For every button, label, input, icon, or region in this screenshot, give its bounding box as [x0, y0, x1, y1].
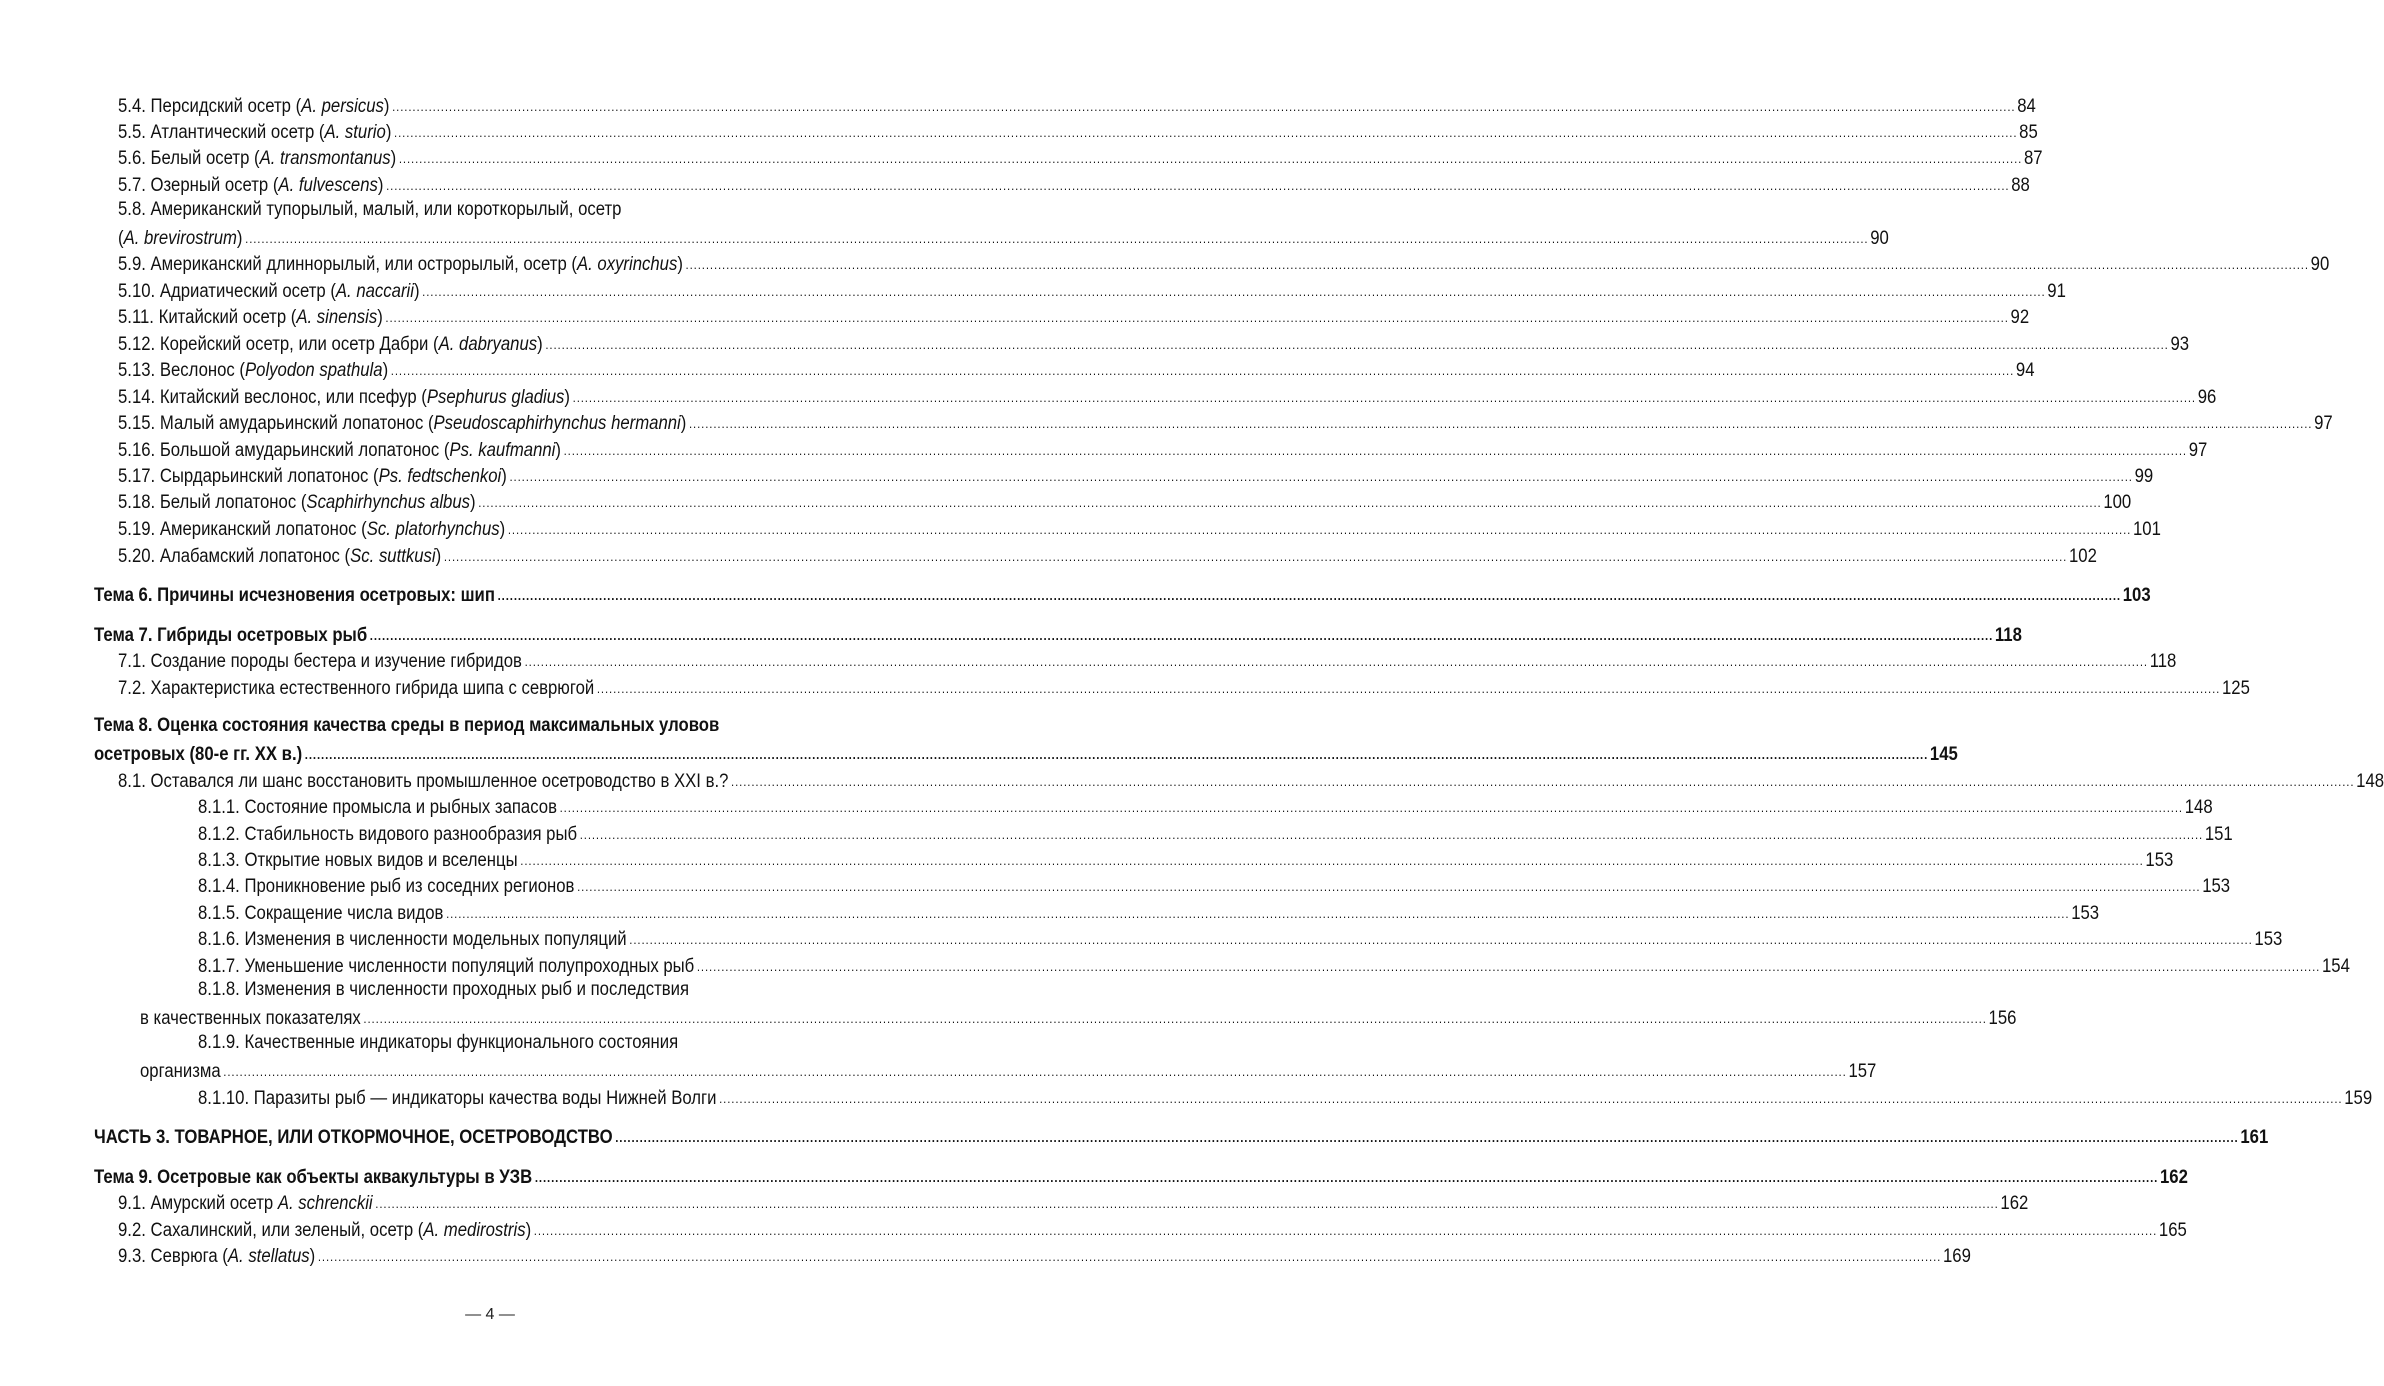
toc-entry-title: 5.10. Адриатический осетр (A. naccarii) — [118, 281, 420, 302]
leader-dots: ................................................................................................................................................................................................................................................................................................................................................................................................................ — [509, 469, 2133, 484]
toc-page-number: 88 — [2011, 175, 2030, 196]
toc-entry[interactable] — [118, 383, 2217, 410]
leader-dots: ................................................................................................................................................................................................................................................................................................................................................................................................................ — [223, 1064, 1847, 1079]
toc-entry-title: организма — [140, 1061, 221, 1082]
toc-entry-title: 5.12. Корейский осетр, или осетр Дабри (A. dabryanus) — [118, 334, 543, 355]
leader-dots: ................................................................................................................................................................................................................................................................................................................................................................................................................ — [520, 853, 2144, 868]
toc-page-number: 96 — [2197, 387, 2217, 408]
toc-page-number: 153 — [2202, 876, 2231, 897]
toc-entry[interactable] — [118, 647, 2177, 674]
leader-dots: ................................................................................................................................................................................................................................................................................................................................................................................................................ — [572, 390, 2196, 405]
leader-dots: ................................................................................................................................................................................................................................................................................................................................................................................................................ — [719, 1091, 2343, 1106]
toc-page-number: 157 — [1848, 1061, 1877, 1082]
toc-entry-title: в качественных показателях — [140, 1008, 361, 1029]
toc-heading[interactable] — [94, 1163, 2188, 1190]
leader-dots: ................................................................................................................................................................................................................................................................................................................................................................................................................ — [688, 416, 2313, 431]
toc-page-number: 118 — [2149, 651, 2177, 672]
toc-entry-title: 8.1.4. Проникновение рыб из соседних регионов — [198, 876, 575, 897]
toc-entry[interactable] — [198, 925, 2283, 952]
toc-entry[interactable] — [118, 356, 2035, 383]
leader-dots: ................................................................................................................................................................................................................................................................................................................................................................................................................ — [731, 774, 2355, 789]
toc-entry[interactable] — [118, 436, 2208, 463]
toc-page-number: 92 — [2010, 307, 2030, 328]
toc-page-number: 159 — [2344, 1088, 2373, 1109]
toc-entry-title: 8.1. Оставался ли шанс восстановить промышленное осетроводство в XXI в.? — [118, 771, 729, 792]
toc-page-number: 97 — [2314, 413, 2333, 434]
toc-entry[interactable] — [118, 303, 2030, 330]
toc-entry[interactable] — [118, 277, 2066, 304]
toc-entry-title: 5.20. Алабамский лопатонос (Sc. suttkusi) — [118, 546, 442, 567]
toc-page-number: 84 — [2017, 96, 2036, 117]
toc-heading[interactable] — [94, 581, 2151, 608]
leader-dots: ................................................................................................................................................................................................................................................................................................................................................................................................................ — [596, 681, 2221, 696]
leader-dots: ................................................................................................................................................................................................................................................................................................................................................................................................................ — [398, 151, 2023, 166]
toc-page-number: 165 — [2158, 1220, 2187, 1241]
species-name: A. fulvescens — [278, 175, 378, 196]
leader-dots: ................................................................................................................................................................................................................................................................................................................................................................................................................ — [446, 906, 2070, 921]
toc-page-number: 162 — [2159, 1167, 2188, 1188]
toc-entry[interactable] — [118, 674, 2250, 701]
toc-entry-title: 7.2. Характеристика естественного гибрида шипа с севрюгой — [118, 678, 595, 699]
toc-entry[interactable] — [140, 1057, 1877, 1084]
toc-page-number: 101 — [2132, 519, 2161, 540]
toc-page-number: 162 — [2000, 1193, 2029, 1214]
toc-entry-title: 8.1.10. Паразиты рыб — индикаторы качества воды Нижней Волги — [198, 1088, 717, 1109]
toc-entry[interactable] — [198, 820, 2233, 847]
leader-dots: ................................................................................................................................................................................................................................................................................................................................................................................................................ — [369, 628, 1994, 643]
toc-page-number: 103 — [2122, 585, 2151, 606]
species-name: Sc. platorhynchus — [366, 519, 500, 540]
species-name: A. medirostris — [423, 1220, 526, 1241]
toc-page-number: 148 — [2356, 771, 2384, 792]
leader-dots: ................................................................................................................................................................................................................................................................................................................................................................................................................ — [422, 284, 2046, 299]
toc-page-number: 85 — [2019, 122, 2038, 143]
toc-entry-title: 8.1.2. Стабильность видового разнообразия рыб — [198, 824, 578, 845]
toc-page-number: 102 — [2068, 546, 2097, 567]
toc-entry-title: осетровых (80-е гг. XX в.) — [94, 744, 303, 765]
leader-dots: ................................................................................................................................................................................................................................................................................................................................................................................................................ — [629, 932, 2253, 947]
species-name: Ps. kaufmanni — [449, 440, 556, 461]
toc-page-number: 156 — [1988, 1008, 2017, 1029]
toc-entry[interactable] — [198, 952, 2350, 979]
toc-heading[interactable] — [94, 621, 2022, 648]
toc-entry[interactable] — [198, 899, 2100, 926]
leader-dots: ................................................................................................................................................................................................................................................................................................................................................................................................................ — [497, 588, 2121, 603]
toc-entry-first-line: 8.1.8. Изменения в численности проходных рыб и последствия — [198, 979, 690, 1000]
toc-entry[interactable] — [118, 1189, 2029, 1216]
toc-page-number: 153 — [2071, 903, 2100, 924]
species-name: A. sinensis — [296, 307, 378, 328]
toc-entry-title: 8.1.7. Уменьшение численности популяций полупроходных рыб — [198, 956, 695, 977]
toc-entry-first-line: 5.8. Американский тупорылый, малый, или короткорылый, осетр — [118, 199, 622, 220]
toc-entry-title: Тема 7. Гибриды осетровых рыб — [94, 625, 368, 646]
toc-entry-title: 8.1.5. Сокращение числа видов — [198, 903, 444, 924]
species-name: Sc. suttkusi — [350, 546, 436, 567]
toc-entry[interactable] — [198, 872, 2231, 899]
toc-page-number: 90 — [1870, 228, 1889, 249]
toc-entry-title: 9.2. Сахалинский, или зеленый, осетр (A. medirostris) — [118, 1220, 532, 1241]
toc-entry-title: 8.1.1. Состояние промысла и рыбных запасов — [198, 797, 557, 818]
leader-dots: ................................................................................................................................................................................................................................................................................................................................................................................................................ — [685, 257, 2309, 272]
species-name: A. naccarii — [335, 281, 414, 302]
toc-entry-title: 5.14. Китайский веслонос, или псефур (Psephurus gladius) — [118, 387, 570, 408]
toc-entry-title: 8.1.6. Изменения в численности модельных популяций — [198, 929, 627, 950]
toc-entry[interactable] — [198, 846, 2174, 873]
species-name: A. dabryanus — [438, 334, 538, 355]
leader-dots: ................................................................................................................................................................................................................................................................................................................................................................................................................ — [390, 363, 2015, 378]
toc-entry-title: Тема 9. Осетровые как объекты аквакультуры в УЗВ — [94, 1167, 533, 1188]
toc-page-number: 153 — [2145, 850, 2174, 871]
toc-entry[interactable] — [118, 171, 2030, 198]
toc-entry-title: 9.3. Севрюга (A. stellatus) — [118, 1246, 316, 1267]
species-name: Ps. fedtschenkoi — [378, 466, 502, 487]
species-name: A. persicus — [301, 96, 384, 117]
toc-entry[interactable] — [118, 767, 2384, 794]
leader-dots: ................................................................................................................................................................................................................................................................................................................................................................................................................ — [363, 1011, 1987, 1026]
leader-dots: ................................................................................................................................................................................................................................................................................................................................................................................................................ — [304, 747, 1929, 762]
toc-page-number: 145 — [1929, 744, 1958, 765]
toc-entry[interactable] — [118, 92, 2036, 119]
toc-entry-title: (A. brevirostrum) — [118, 228, 243, 249]
toc-entry-title: 5.19. Американский лопатонос (Sc. platorhynchus) — [118, 519, 506, 540]
leader-dots: ................................................................................................................................................................................................................................................................................................................................................................................................................ — [533, 1223, 2158, 1238]
leader-dots: ................................................................................................................................................................................................................................................................................................................................................................................................................ — [386, 178, 2010, 193]
leader-dots: ................................................................................................................................................................................................................................................................................................................................................................................................................ — [385, 310, 2009, 325]
toc-page-number: 99 — [2134, 466, 2154, 487]
toc-entry[interactable] — [118, 144, 2043, 171]
page-number: — 4 — — [465, 1306, 515, 1323]
leader-dots: ................................................................................................................................................................................................................................................................................................................................................................................................................ — [375, 1196, 1999, 1211]
toc-page-number: 93 — [2170, 334, 2190, 355]
toc-entry[interactable] — [118, 330, 2190, 357]
toc-page-number: 151 — [2204, 824, 2233, 845]
toc-entry-title: 9.1. Амурский осетр A. schrenckii — [118, 1193, 373, 1214]
toc-entry-title: 5.4. Персидский осетр (A. persicus) — [118, 96, 390, 117]
toc-entry-title: 5.7. Озерный осетр (A. fulvescens) — [118, 175, 384, 196]
toc-entry[interactable] — [118, 1242, 1971, 1269]
species-name: A. oxyrinchus — [576, 254, 678, 275]
species-name: A. schrenckii — [277, 1193, 373, 1214]
toc-page-number: 87 — [2023, 148, 2043, 169]
toc-entry-title: 5.6. Белый осетр (A. transmontanus) — [118, 148, 397, 169]
leader-dots: ................................................................................................................................................................................................................................................................................................................................................................................................................ — [534, 1170, 2159, 1185]
toc-entry-title: 8.1.3. Открытие новых видов и вселенцы — [198, 850, 518, 871]
toc-entry-title: 5.11. Китайский осетр (A. sinensis) — [118, 307, 383, 328]
toc-entry-first-line: Тема 8. Оценка состояния качества среды в период максимальных уловов — [94, 715, 720, 736]
toc-entry-title: 7.1. Создание породы бестера и изучение гибридов — [118, 651, 522, 672]
toc-entry[interactable] — [198, 793, 2213, 820]
toc-heading[interactable] — [94, 740, 1958, 767]
toc-entry[interactable] — [140, 1004, 2017, 1031]
toc-entry[interactable] — [118, 1216, 2187, 1243]
species-name: Scaphirhynchus albus — [306, 492, 470, 513]
toc-entry[interactable] — [118, 409, 2333, 436]
species-name: A. brevirostrum — [123, 228, 237, 249]
species-name: A. transmontanus — [259, 148, 391, 169]
toc-page-number: 169 — [1942, 1246, 1971, 1267]
leader-dots: ................................................................................................................................................................................................................................................................................................................................................................................................................ — [579, 827, 2204, 842]
species-name: A. sturio — [324, 122, 386, 143]
leader-dots: ................................................................................................................................................................................................................................................................................................................................................................................................................ — [559, 800, 2183, 815]
toc-entry-title: 5.13. Веслонос (Polyodon spathula) — [118, 360, 389, 381]
leader-dots: ................................................................................................................................................................................................................................................................................................................................................................................................................ — [507, 522, 2132, 537]
toc-entry[interactable] — [198, 1084, 2373, 1111]
leader-dots: ................................................................................................................................................................................................................................................................................................................................................................................................................ — [524, 654, 2148, 669]
toc-page-number: 118 — [1994, 625, 2022, 646]
species-name: Polyodon spathula — [244, 360, 383, 381]
toc-entry[interactable] — [118, 224, 1889, 251]
toc-page-number: 97 — [2188, 440, 2208, 461]
toc-page-number: 161 — [2240, 1127, 2269, 1148]
leader-dots: ................................................................................................................................................................................................................................................................................................................................................................................................................ — [443, 549, 2068, 564]
toc-entry[interactable] — [118, 462, 2154, 489]
toc-entry[interactable] — [118, 515, 2161, 542]
leader-dots: ................................................................................................................................................................................................................................................................................................................................................................................................................ — [394, 125, 2018, 140]
toc-entry[interactable] — [118, 542, 2097, 569]
leader-dots: ................................................................................................................................................................................................................................................................................................................................................................................................................ — [545, 337, 2169, 352]
toc-entry[interactable] — [118, 488, 2132, 515]
toc-entry-title: 5.5. Атлантический осетр (A. sturio) — [118, 122, 392, 143]
toc-entry-title: Тема 6. Причины исчезновения осетровых: шип — [94, 585, 495, 606]
toc-page-number: 154 — [2322, 956, 2350, 977]
toc-entry-title: 5.18. Белый лопатонос (Scaphirhynchus albus) — [118, 492, 476, 513]
toc-page-number: 91 — [2047, 281, 2066, 302]
species-name: A. stellatus — [227, 1246, 310, 1267]
toc-page-number: 148 — [2184, 797, 2213, 818]
leader-dots: ................................................................................................................................................................................................................................................................................................................................................................................................................ — [563, 443, 2187, 458]
leader-dots: ................................................................................................................................................................................................................................................................................................................................................................................................................ — [392, 99, 2016, 114]
toc-entry-title: 5.9. Американский длиннорылый, или острорылый, осетр (A. oxyrinchus) — [118, 254, 683, 275]
leader-dots: ................................................................................................................................................................................................................................................................................................................................................................................................................ — [478, 495, 2102, 510]
leader-dots: ................................................................................................................................................................................................................................................................................................................................................................................................................ — [317, 1249, 1942, 1264]
toc-entry-first-line: 8.1.9. Качественные индикаторы функционального состояния — [198, 1032, 679, 1053]
leader-dots: ................................................................................................................................................................................................................................................................................................................................................................................................................ — [696, 959, 2321, 974]
toc-heading[interactable] — [94, 1123, 2269, 1150]
leader-dots: ................................................................................................................................................................................................................................................................................................................................................................................................................ — [577, 879, 2201, 894]
toc-entry-title: ЧАСТЬ 3. ТОВАРНОЕ, ИЛИ ОТКОРМОЧНОЕ, ОСЕТРОВОДСТВО — [94, 1127, 613, 1148]
toc-entry-title: 5.17. Сырдарьинский лопатонос (Ps. fedtschenkoi) — [118, 466, 507, 487]
leader-dots: ................................................................................................................................................................................................................................................................................................................................................................................................................ — [245, 231, 1869, 246]
toc-entry[interactable] — [118, 118, 2038, 145]
toc-page-number: 94 — [2015, 360, 2035, 381]
species-name: Psephurus gladius — [426, 387, 565, 408]
leader-dots: ................................................................................................................................................................................................................................................................................................................................................................................................................ — [615, 1130, 2239, 1145]
toc-page-number: 90 — [2310, 254, 2330, 275]
toc-entry[interactable] — [118, 250, 2330, 277]
toc-page-number: 153 — [2254, 929, 2283, 950]
toc-entry-title: 5.16. Большой амударьинский лопатонос (Ps. kaufmanni) — [118, 440, 561, 461]
toc-page-number: 100 — [2103, 492, 2132, 513]
toc-entry-title: 5.15. Малый амударьинский лопатонос (Pseudoscaphirhynchus hermanni) — [118, 413, 687, 434]
species-name: Pseudoscaphirhynchus hermanni — [433, 413, 681, 434]
toc-page-number: 125 — [2221, 678, 2250, 699]
